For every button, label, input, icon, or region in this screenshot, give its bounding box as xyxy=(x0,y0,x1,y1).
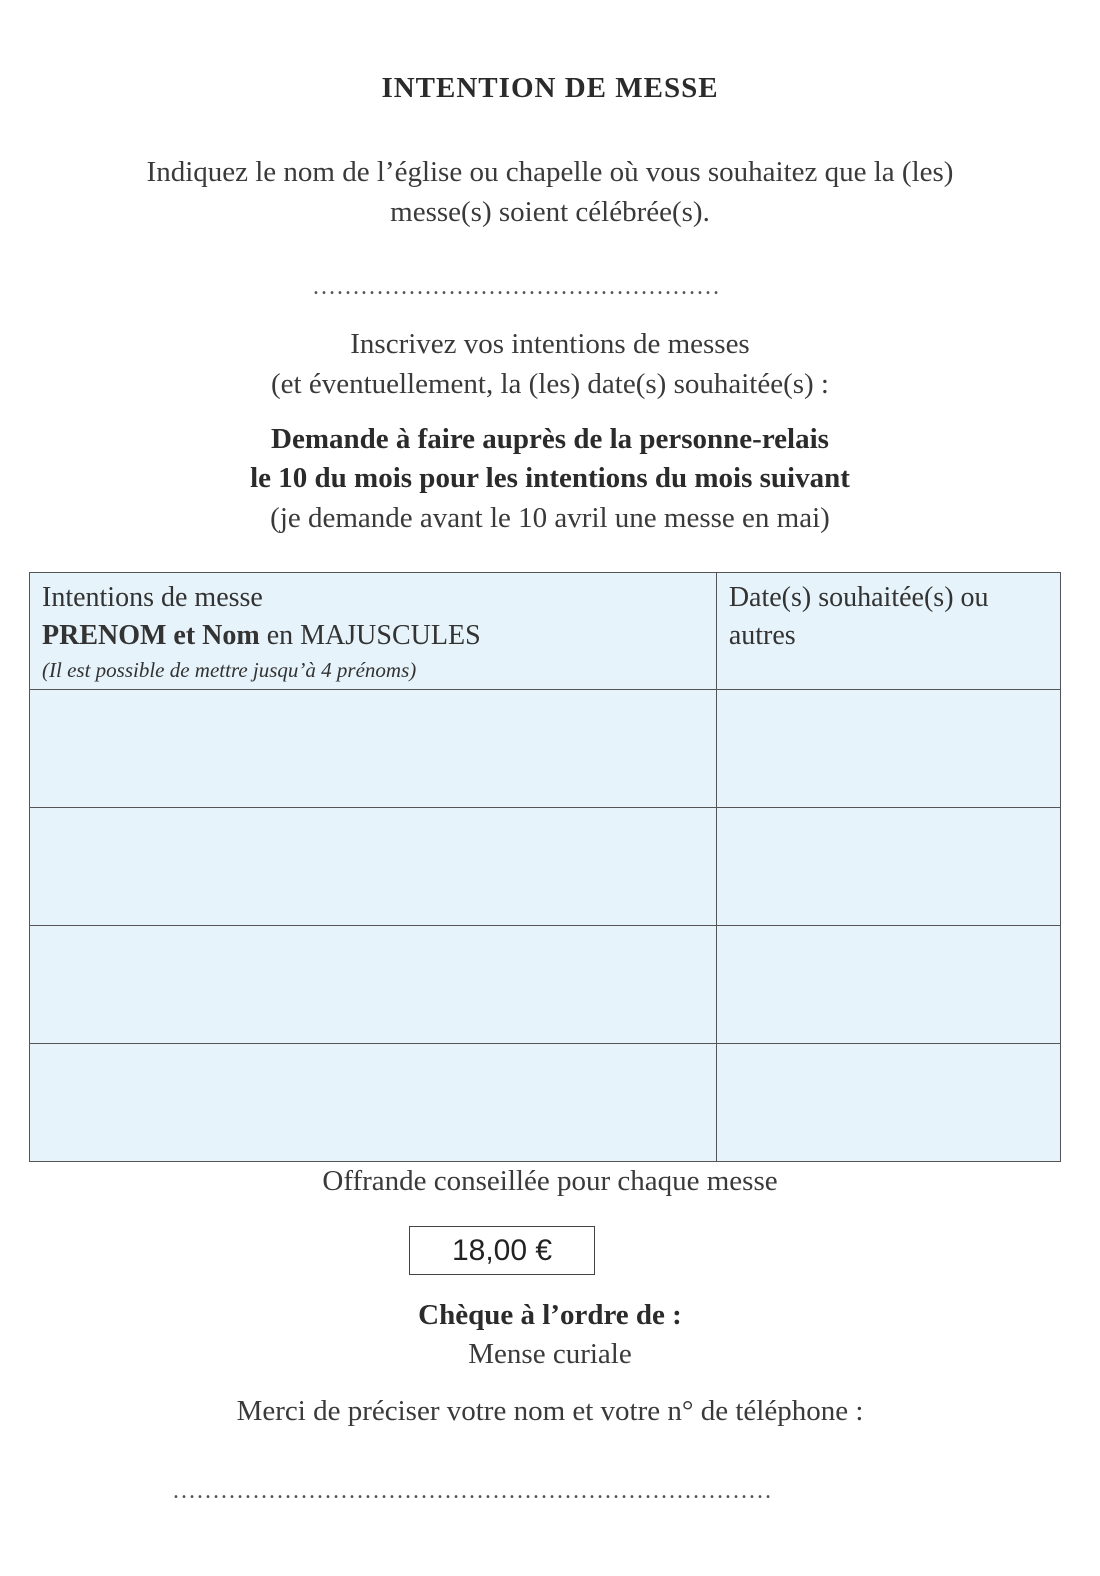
intentions-header-bold: PRENOM et Nom xyxy=(42,620,260,651)
church-instruction-line2: messe(s) soient célébrée(s). xyxy=(390,196,710,228)
church-instruction-line1: Indiquez le nom de l’église ou chapelle où vous souhaitez que la (les) xyxy=(146,156,954,188)
intention-cell[interactable] xyxy=(30,808,717,926)
date-cell[interactable] xyxy=(716,1044,1060,1162)
cheque-label: Chèque à l’ordre de : xyxy=(418,1299,682,1331)
offering-label: Offrande conseillée pour chaque messe xyxy=(322,1165,778,1197)
payee-name: Mense curiale xyxy=(468,1338,632,1370)
contact-field[interactable]: ………………………………………………………………… xyxy=(172,1478,772,1504)
deadline-line2: le 10 du mois pour les intentions du mois suivant xyxy=(250,462,850,494)
deadline-example: (je demande avant le 10 avril une messe en mai) xyxy=(270,502,830,534)
intentions-header-format xyxy=(42,617,704,655)
table-row xyxy=(30,926,1061,1044)
intention-cell[interactable] xyxy=(30,1044,717,1162)
date-header-label: Date(s) souhaitée(s) ou autres xyxy=(728,582,989,651)
deadline-notice xyxy=(0,420,1100,498)
table-row xyxy=(30,690,1061,808)
contact-instruction: Merci de préciser votre nom et votre n° de téléphone : xyxy=(236,1395,864,1427)
page-title: INTENTION DE MESSE xyxy=(381,72,719,104)
date-cell[interactable] xyxy=(716,926,1060,1044)
offering-amount: 18,00 € xyxy=(409,1226,595,1275)
intention-cell[interactable] xyxy=(30,690,717,808)
intentions-header-note: (Il est possible de mettre jusqu’à 4 prénoms) xyxy=(42,658,417,682)
church-name-field[interactable]: …………………………………………… xyxy=(312,274,720,300)
intention-cell[interactable] xyxy=(30,926,717,1044)
church-instruction xyxy=(0,152,1100,232)
deadline-line1: Demande à faire auprès de la personne-relais xyxy=(271,423,829,455)
intentions-header-rest: en MAJUSCULES xyxy=(259,620,481,651)
date-cell[interactable] xyxy=(716,690,1060,808)
intentions-instruction-line2: (et éventuellement, la (les) date(s) souhaitée(s) : xyxy=(270,368,829,400)
date-cell[interactable] xyxy=(716,808,1060,926)
table-row xyxy=(30,808,1061,926)
intentions-instruction-line1: Inscrivez vos intentions de messes xyxy=(350,328,750,360)
intentions-table xyxy=(29,572,1061,1162)
table-header-row xyxy=(30,573,1061,690)
intentions-instruction xyxy=(0,324,1100,404)
intentions-header-title: Intentions de messe xyxy=(42,582,263,613)
intentions-header-cell xyxy=(30,573,717,690)
table-row xyxy=(30,1044,1061,1162)
date-header-cell xyxy=(716,573,1060,690)
